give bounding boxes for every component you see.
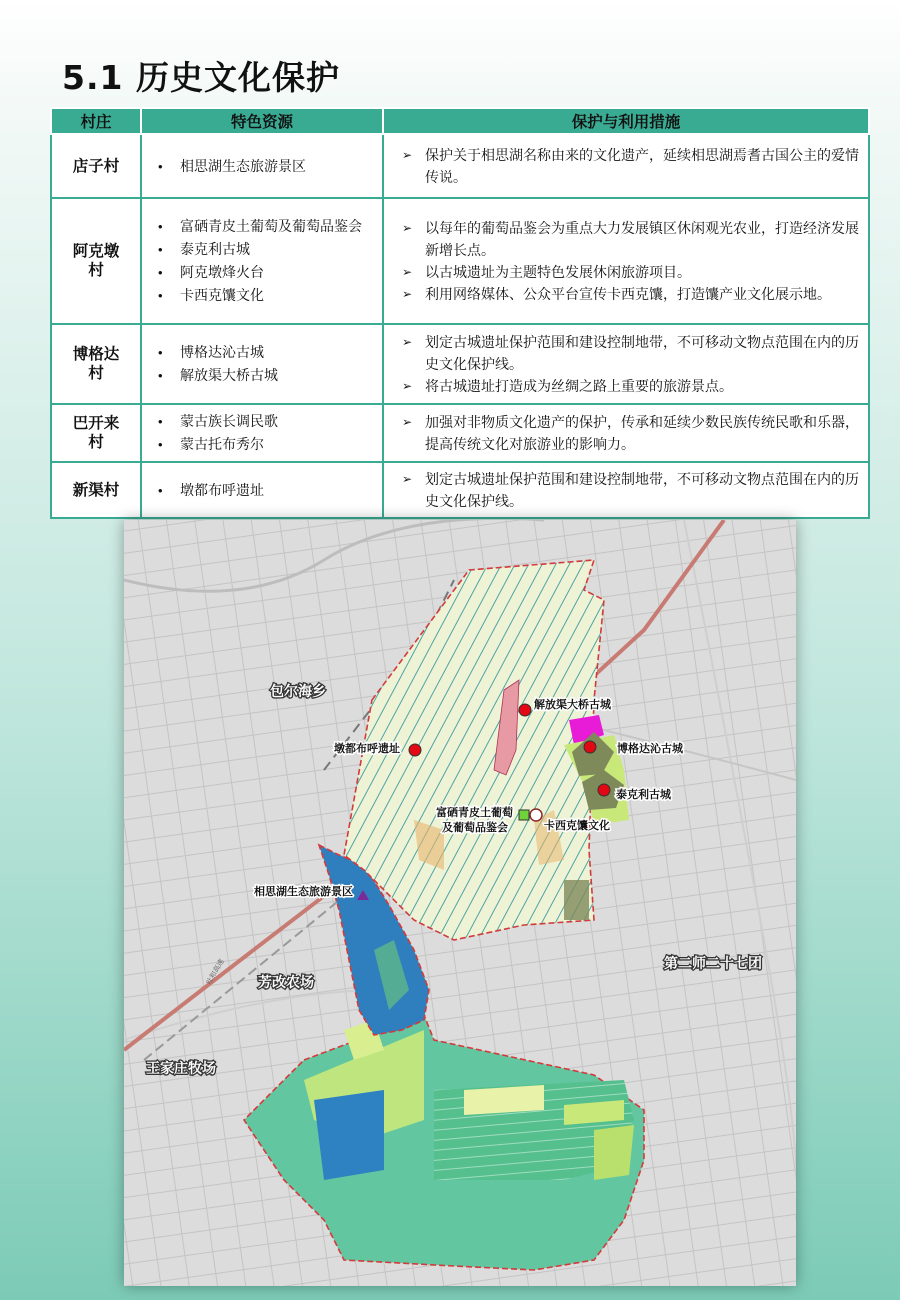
taikeli-marker bbox=[598, 784, 610, 796]
village-name: 店子村 bbox=[72, 157, 120, 175]
region-baoerhai: 包尔海乡 bbox=[270, 684, 326, 700]
header-resources: 特色资源 bbox=[141, 108, 383, 134]
jiefangqu-marker bbox=[519, 704, 531, 716]
measure-item: ➢ 划定古城遗址保护范围和建设控制地带，不可移动文物点范围在内的历史文化保护线。 bbox=[402, 468, 862, 512]
region-wangjiazhuang: 王家庄牧场 bbox=[146, 1061, 216, 1077]
dundubuhu-marker bbox=[409, 744, 421, 756]
measure-item: ➢ 加强对非物质文化遗产的保护，传承和延续少数民族传统民歌和乐器，提高传统文化对旅游业的影响力。 bbox=[402, 411, 862, 455]
measure-item: ➢ 保护关于相思湖名称由来的文化遗产，延续相思湖焉耆古国公主的爱情传说。 bbox=[402, 144, 862, 188]
protection-table bbox=[50, 107, 870, 519]
resource-item: • 泰克利古城 bbox=[158, 238, 376, 261]
measure-item: ➢ 利用网络媒体、公众平台宣传卡西克馕，打造馕产业文化展示地。 bbox=[402, 283, 862, 305]
table-row bbox=[51, 198, 869, 324]
village-name: 巴开来村 bbox=[72, 415, 120, 451]
measures-cell bbox=[383, 198, 869, 324]
measure-item: ➢ 划定古城遗址保护范围和建设控制地带，不可移动文物点范围在内的历史文化保护线。 bbox=[402, 331, 862, 375]
village-cell bbox=[51, 324, 141, 404]
table-row bbox=[51, 462, 869, 518]
resource-item: • 蒙古托布秀尔 bbox=[158, 433, 376, 456]
measure-item: ➢ 以每年的葡萄品鉴会为重点大力发展镇区休闲观光农业，打造经济发展新增长点。 bbox=[402, 217, 862, 261]
grape-festival-marker bbox=[519, 810, 529, 820]
resource-item: • 富硒青皮土葡萄及葡萄品鉴会 bbox=[158, 215, 376, 238]
header-measures: 保护与利用措施 bbox=[383, 108, 869, 134]
measures-cell bbox=[383, 462, 869, 518]
village-cell bbox=[51, 462, 141, 518]
kaxike-marker bbox=[530, 809, 542, 821]
heritage-map bbox=[124, 520, 796, 1286]
measures-cell bbox=[383, 324, 869, 404]
village-name: 新渠村 bbox=[72, 481, 120, 499]
village-name: 阿克墩村 bbox=[72, 243, 120, 279]
resources-cell bbox=[141, 324, 383, 404]
measures-cell bbox=[383, 134, 869, 198]
header-village: 村庄 bbox=[51, 108, 141, 134]
heritage-buffer bbox=[564, 880, 589, 920]
road-label: 吐和高速 bbox=[204, 957, 226, 986]
region-fanggai: 芳改农场 bbox=[258, 975, 314, 991]
measures-cell bbox=[383, 404, 869, 462]
map-svg bbox=[124, 520, 796, 1286]
south-reservoir bbox=[314, 1090, 384, 1180]
farmland-patch bbox=[594, 1125, 634, 1180]
region-tuan27: 第二师二十七团 bbox=[664, 956, 762, 972]
label-xiangsihu: 相思湖生态旅游景区 bbox=[254, 885, 353, 898]
label-kaxike: 卡西克馕文化 bbox=[544, 819, 610, 832]
farmland-patch bbox=[464, 1085, 544, 1115]
resources-cell bbox=[141, 134, 383, 198]
measure-item: ➢ 以古城遗址为主题特色发展休闲旅游项目。 bbox=[402, 261, 862, 283]
label-taikeli: 泰克利古城 bbox=[616, 788, 671, 801]
label-grape-line1: 富硒青皮土葡萄 bbox=[436, 806, 513, 819]
village-cell bbox=[51, 134, 141, 198]
resource-item: • 卡西克馕文化 bbox=[158, 284, 376, 307]
label-grape-line2: 及葡萄品鉴会 bbox=[442, 821, 508, 834]
table-row bbox=[51, 134, 869, 198]
label-dundubuhu: 墩都布呼遗址 bbox=[334, 742, 400, 755]
village-cell bbox=[51, 198, 141, 324]
page-title: 5.1 历史文化保护 bbox=[62, 58, 340, 97]
resource-item: • 墩都布呼遗址 bbox=[158, 479, 376, 502]
resources-cell bbox=[141, 198, 383, 324]
label-bogedaqin: 博格达沁古城 bbox=[617, 742, 683, 755]
table-row bbox=[51, 404, 869, 462]
resource-item: • 博格达沁古城 bbox=[158, 341, 376, 364]
measure-item: ➢ 将古城遗址打造成为丝绸之路上重要的旅游景点。 bbox=[402, 375, 862, 397]
bogedaqin-marker bbox=[584, 741, 596, 753]
resource-item: • 阿克墩烽火台 bbox=[158, 261, 376, 284]
table-header-row bbox=[51, 108, 869, 134]
resources-cell bbox=[141, 404, 383, 462]
village-name: 博格达村 bbox=[72, 346, 120, 382]
resource-item: • 蒙古族长调民歌 bbox=[158, 410, 376, 433]
label-jiefangqu: 解放渠大桥古城 bbox=[534, 698, 611, 711]
village-cell bbox=[51, 404, 141, 462]
resources-cell bbox=[141, 462, 383, 518]
resource-item: • 解放渠大桥古城 bbox=[158, 364, 376, 387]
resource-item: • 相思湖生态旅游景区 bbox=[158, 155, 376, 178]
table-row bbox=[51, 324, 869, 404]
